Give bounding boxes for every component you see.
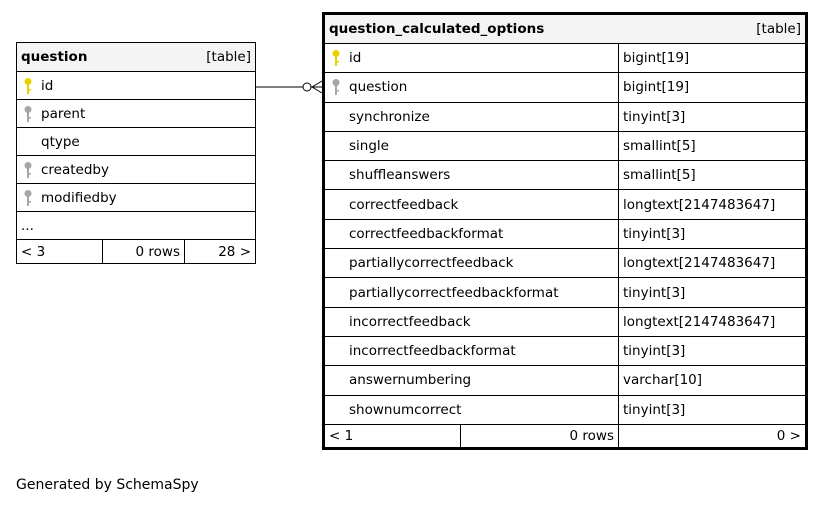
column-type: tinyint[3] — [619, 336, 807, 365]
column-type: tinyint[3] — [619, 395, 807, 424]
column-name-cell[interactable] — [324, 131, 619, 160]
column-type: smallint[5] — [619, 161, 807, 190]
column-row[interactable] — [324, 190, 807, 219]
table-type-label: [table] — [206, 49, 251, 65]
foreign-key-icon — [23, 189, 33, 207]
children-count[interactable]: 0 > — [619, 424, 807, 448]
column-name-cell[interactable] — [324, 278, 619, 307]
column-row[interactable] — [17, 72, 256, 100]
column-type: longtext[2147483647] — [619, 307, 807, 336]
column-name-cell[interactable] — [324, 73, 619, 102]
column-type: tinyint[3] — [619, 219, 807, 248]
column-row[interactable] — [324, 395, 807, 424]
column-type: tinyint[3] — [619, 102, 807, 131]
column-name-cell[interactable] — [324, 249, 619, 278]
column-name: correctfeedbackformat — [349, 225, 504, 242]
parents-count[interactable]: < 3 — [17, 240, 103, 264]
column-row[interactable] — [324, 102, 807, 131]
children-count[interactable]: 28 > — [185, 240, 256, 264]
column-name: incorrectfeedback — [349, 313, 471, 330]
column-row[interactable] — [17, 184, 256, 212]
column-name-cell[interactable] — [324, 44, 619, 73]
table-header[interactable] — [324, 14, 807, 44]
column-row[interactable] — [324, 131, 807, 160]
column-name-cell[interactable] — [17, 128, 256, 156]
column-name: answernumbering — [349, 372, 472, 389]
column-type: longtext[2147483647] — [619, 249, 807, 278]
column-row[interactable] — [324, 278, 807, 307]
column-name: shownumcorrect — [349, 401, 462, 418]
column-name: modifiedby — [41, 189, 117, 206]
column-name-cell[interactable] — [324, 219, 619, 248]
zero-optionality-icon — [303, 83, 311, 91]
column-name-cell[interactable] — [324, 395, 619, 424]
column-name-cell[interactable] — [324, 161, 619, 190]
column-name-cell[interactable] — [17, 72, 256, 100]
column-name-cell[interactable] — [17, 184, 256, 212]
column-row[interactable] — [324, 161, 807, 190]
primary-key-icon — [23, 77, 33, 95]
column-name: shuffleanswers — [349, 167, 451, 184]
column-name: parent — [41, 105, 86, 122]
row-count: 0 rows — [103, 240, 185, 264]
column-name: id — [349, 50, 362, 67]
column-name: partiallycorrectfeedbackformat — [349, 284, 559, 301]
column-row[interactable] — [17, 128, 256, 156]
column-name-cell[interactable] — [324, 336, 619, 365]
foreign-key-icon — [331, 78, 341, 96]
column-row[interactable] — [324, 307, 807, 336]
column-name-cell[interactable] — [17, 156, 256, 184]
column-name-cell[interactable] — [324, 366, 619, 395]
column-name: createdby — [41, 161, 109, 178]
column-name: partiallycorrectfeedback — [349, 255, 514, 272]
column-name-cell[interactable] — [17, 100, 256, 128]
column-row[interactable] — [324, 73, 807, 102]
column-row[interactable] — [324, 219, 807, 248]
column-row[interactable] — [324, 44, 807, 73]
table-name: question — [21, 49, 88, 65]
column-name: incorrectfeedbackformat — [349, 343, 516, 360]
column-name: qtype — [41, 133, 80, 150]
column-type: smallint[5] — [619, 131, 807, 160]
generated-by-footer: Generated by SchemaSpy — [16, 477, 199, 493]
primary-key-icon — [331, 49, 341, 67]
column-row[interactable] — [324, 249, 807, 278]
column-type: bigint[19] — [619, 44, 807, 73]
more-columns-indicator: ... — [17, 212, 256, 240]
table-question-calculated-options[interactable] — [322, 12, 808, 450]
row-count: 0 rows — [461, 424, 619, 448]
table-type-label: [table] — [756, 21, 801, 37]
foreign-key-icon — [23, 105, 33, 123]
column-type: tinyint[3] — [619, 278, 807, 307]
column-name: single — [349, 138, 389, 155]
table-name: question_calculated_options — [329, 21, 545, 37]
column-name: synchronize — [349, 108, 430, 125]
column-name: question — [349, 79, 408, 96]
column-type: varchar[10] — [619, 366, 807, 395]
column-name: correctfeedback — [349, 196, 459, 213]
column-name-cell[interactable] — [324, 307, 619, 336]
column-row[interactable] — [324, 366, 807, 395]
column-type: longtext[2147483647] — [619, 190, 807, 219]
column-type: bigint[19] — [619, 73, 807, 102]
column-row[interactable] — [17, 100, 256, 128]
column-row[interactable] — [17, 156, 256, 184]
parents-count[interactable]: < 1 — [324, 424, 461, 448]
column-row[interactable] — [324, 336, 807, 365]
column-name: id — [41, 77, 54, 94]
column-name-cell[interactable] — [324, 102, 619, 131]
column-name-cell[interactable] — [324, 190, 619, 219]
table-question[interactable] — [16, 42, 256, 264]
table-header[interactable] — [17, 43, 256, 72]
foreign-key-icon — [23, 161, 33, 179]
